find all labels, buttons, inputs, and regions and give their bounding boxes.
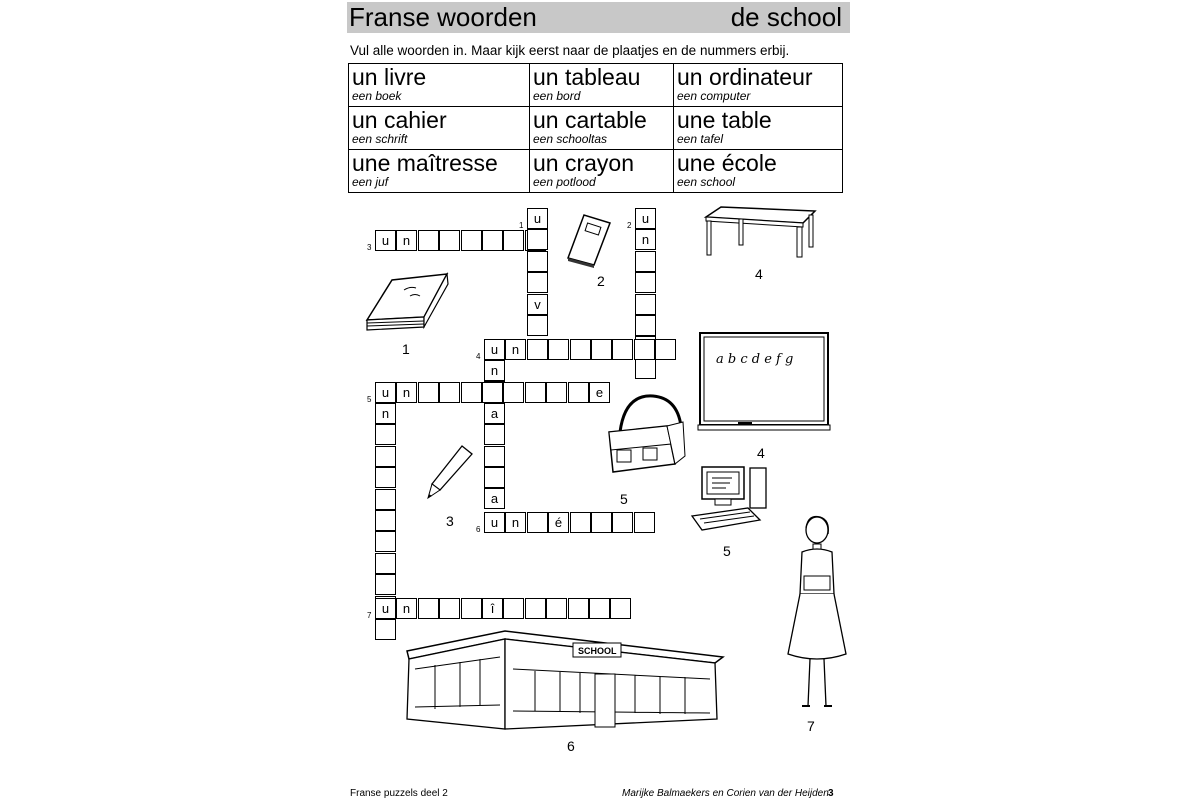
table-illustration bbox=[703, 205, 818, 260]
crossword-cell[interactable] bbox=[418, 598, 439, 619]
clue-number: 2 bbox=[627, 221, 632, 230]
dutch-word: een schrift bbox=[352, 132, 408, 146]
cell-letter: n bbox=[402, 233, 411, 248]
cell-letter: a bbox=[490, 491, 499, 506]
crossword-cell[interactable] bbox=[375, 553, 396, 574]
crossword-cell[interactable] bbox=[476, 512, 505, 534]
crossword-cell[interactable] bbox=[476, 339, 505, 361]
dutch-word: een school bbox=[677, 175, 736, 189]
crossword-cell[interactable] bbox=[548, 512, 569, 533]
board-letters: a b c d e f g bbox=[716, 352, 794, 367]
label-notebook: 2 bbox=[597, 273, 605, 289]
crossword-cell[interactable] bbox=[635, 315, 656, 336]
crossword-cell[interactable] bbox=[367, 598, 396, 620]
french-word: un cahier bbox=[352, 107, 447, 133]
crossword-cell[interactable] bbox=[396, 230, 417, 251]
crossword-cell[interactable] bbox=[610, 598, 631, 619]
french-word: un cartable bbox=[533, 107, 647, 133]
crossword-cell[interactable] bbox=[484, 467, 505, 488]
cell-letter: n bbox=[511, 342, 520, 357]
crossword-cell[interactable] bbox=[484, 360, 505, 381]
label-book: 1 bbox=[402, 341, 410, 357]
crossword-cell[interactable] bbox=[439, 598, 460, 619]
school-sign: SCHOOL bbox=[578, 646, 617, 656]
cell-letter: u bbox=[381, 233, 390, 248]
crossword-cell[interactable] bbox=[375, 467, 396, 488]
crossword-cell[interactable] bbox=[375, 446, 396, 467]
dutch-word: een juf bbox=[352, 175, 389, 189]
crossword-cell[interactable] bbox=[461, 230, 482, 251]
label-teacher: 7 bbox=[807, 718, 815, 734]
crossword-cell[interactable] bbox=[503, 382, 524, 403]
computer-illustration bbox=[690, 464, 775, 534]
crossword-cell[interactable] bbox=[503, 230, 524, 251]
clue-number: 7 bbox=[367, 611, 372, 620]
crossword-cell[interactable] bbox=[482, 230, 503, 251]
crossword-cell[interactable] bbox=[519, 208, 548, 230]
schoolbag-illustration bbox=[605, 392, 685, 480]
crossword-cell[interactable] bbox=[527, 251, 548, 272]
title-banner bbox=[347, 2, 850, 33]
footer-authors: Marijke Balmaekers en Corien van der Heijden bbox=[622, 788, 829, 799]
crossword-cell[interactable] bbox=[375, 489, 396, 510]
crossword-cell[interactable] bbox=[527, 512, 548, 533]
word-cell bbox=[349, 64, 530, 107]
crossword-cell[interactable] bbox=[439, 230, 460, 251]
crossword-cell[interactable] bbox=[482, 382, 503, 403]
board-illustration bbox=[698, 331, 830, 435]
crossword-cell[interactable] bbox=[591, 512, 612, 533]
clue-number: 3 bbox=[367, 243, 372, 252]
crossword-cell[interactable] bbox=[548, 339, 569, 360]
crossword-cell[interactable] bbox=[612, 339, 633, 360]
cell-letter: n bbox=[402, 385, 411, 400]
word-cell bbox=[349, 107, 530, 150]
word-cell bbox=[530, 64, 674, 107]
cell-letter: n bbox=[641, 232, 650, 247]
dutch-word: een bord bbox=[533, 89, 581, 103]
crossword-cell[interactable] bbox=[375, 619, 396, 640]
cell-letter: u bbox=[641, 211, 650, 226]
crossword-cell[interactable] bbox=[396, 382, 417, 403]
crossword-cell[interactable] bbox=[375, 424, 396, 445]
crossword-cell[interactable] bbox=[568, 382, 589, 403]
crossword-cell[interactable] bbox=[591, 339, 612, 360]
crossword-cell[interactable] bbox=[546, 382, 567, 403]
crossword-cell[interactable] bbox=[505, 339, 526, 360]
crossword-cell[interactable] bbox=[375, 403, 396, 424]
cell-letter: n bbox=[381, 406, 390, 421]
crossword-cell[interactable] bbox=[367, 230, 396, 252]
cell-letter: v bbox=[534, 297, 541, 312]
french-word: un tableau bbox=[533, 64, 641, 90]
crossword-cell[interactable] bbox=[635, 358, 656, 379]
french-word: un ordinateur bbox=[677, 64, 813, 90]
french-word: un livre bbox=[352, 64, 427, 90]
dutch-word: een boek bbox=[352, 89, 402, 103]
crossword-cell[interactable] bbox=[482, 598, 503, 619]
crossword-cell[interactable] bbox=[525, 598, 546, 619]
crossword-cell[interactable] bbox=[634, 339, 655, 360]
crossword-cell[interactable] bbox=[461, 382, 482, 403]
crossword-cell[interactable] bbox=[655, 339, 676, 360]
cell-letter: u bbox=[381, 601, 390, 616]
crossword-cell[interactable] bbox=[375, 510, 396, 531]
crossword-cell[interactable] bbox=[527, 339, 548, 360]
page-number: 3 bbox=[828, 788, 834, 799]
word-cell bbox=[674, 64, 843, 107]
word-cell bbox=[674, 150, 843, 193]
cell-letter: u bbox=[381, 385, 390, 400]
word-cell bbox=[674, 107, 843, 150]
crossword-cell[interactable] bbox=[627, 208, 656, 230]
label-school: 6 bbox=[567, 738, 575, 754]
word-cell bbox=[349, 150, 530, 193]
crossword-cell[interactable] bbox=[367, 382, 396, 404]
dutch-word: een potlood bbox=[533, 175, 596, 189]
crossword-cell[interactable] bbox=[570, 512, 591, 533]
crossword-cell[interactable] bbox=[484, 488, 505, 509]
cell-letter: î bbox=[490, 601, 495, 616]
french-word: une école bbox=[677, 150, 777, 176]
crossword-cell[interactable] bbox=[635, 272, 656, 293]
cell-letter: u bbox=[490, 342, 499, 357]
crossword-cell[interactable] bbox=[484, 424, 505, 445]
label-board: 4 bbox=[757, 445, 765, 461]
cell-letter: u bbox=[490, 515, 499, 530]
clue-number: 1 bbox=[519, 221, 524, 230]
crossword-cell[interactable] bbox=[484, 403, 505, 424]
word-table bbox=[348, 63, 843, 193]
crossword-cell[interactable] bbox=[612, 512, 633, 533]
cell-letter: n bbox=[490, 363, 499, 378]
crossword-cell[interactable] bbox=[418, 230, 439, 251]
notebook-illustration bbox=[564, 213, 614, 268]
crossword-cell[interactable] bbox=[461, 598, 482, 619]
cell-letter: a bbox=[490, 406, 499, 421]
crossword-cell[interactable] bbox=[570, 339, 591, 360]
word-cell bbox=[530, 150, 674, 193]
french-word: un crayon bbox=[533, 150, 635, 176]
crossword-cell[interactable] bbox=[503, 598, 524, 619]
clue-number: 6 bbox=[476, 525, 481, 534]
instruction-text: Vul alle woorden in. Maar kijk eerst naar de plaatjes en de nummers erbij. bbox=[350, 43, 790, 58]
crossword-cell[interactable] bbox=[527, 315, 548, 336]
label-schoolbag: 5 bbox=[620, 491, 628, 507]
dutch-word: een computer bbox=[677, 89, 751, 103]
label-computer: 5 bbox=[723, 543, 731, 559]
dutch-word: een tafel bbox=[677, 132, 724, 146]
french-word: une table bbox=[677, 107, 772, 133]
crossword-cell[interactable] bbox=[635, 229, 656, 250]
cell-letter: u bbox=[533, 211, 542, 226]
clue-number: 5 bbox=[367, 395, 372, 404]
crossword-cell[interactable] bbox=[527, 294, 548, 315]
crossword-cell[interactable] bbox=[418, 382, 439, 403]
crossword-cell[interactable] bbox=[375, 531, 396, 552]
label-pencil: 3 bbox=[446, 513, 454, 529]
crossword-cell[interactable] bbox=[589, 598, 610, 619]
crossword-cell[interactable] bbox=[505, 512, 526, 533]
cell-letter: n bbox=[511, 515, 520, 530]
cell-letter: é bbox=[554, 515, 563, 530]
crossword-cell[interactable] bbox=[635, 294, 656, 315]
pencil-illustration bbox=[424, 442, 479, 502]
crossword-cell[interactable] bbox=[635, 251, 656, 272]
crossword-cell[interactable] bbox=[634, 512, 655, 533]
crossword-cell[interactable] bbox=[568, 598, 589, 619]
label-table: 4 bbox=[755, 266, 763, 282]
crossword-cell[interactable] bbox=[484, 446, 505, 467]
page-topic: de school bbox=[730, 2, 842, 32]
book-illustration bbox=[362, 272, 452, 342]
footer-left: Franse puzzels deel 2 bbox=[350, 788, 448, 799]
teacher-illustration bbox=[780, 514, 850, 714]
school-illustration bbox=[405, 629, 723, 731]
crossword-cell[interactable] bbox=[439, 382, 460, 403]
crossword-cell[interactable] bbox=[375, 574, 396, 595]
clue-number: 4 bbox=[476, 352, 481, 361]
crossword-cell[interactable] bbox=[525, 382, 546, 403]
page-title: Franse woorden bbox=[349, 2, 537, 32]
word-cell bbox=[530, 107, 674, 150]
french-word: une maîtresse bbox=[352, 150, 498, 176]
crossword-cell[interactable] bbox=[396, 598, 417, 619]
crossword-cell[interactable] bbox=[546, 598, 567, 619]
dutch-word: een schooltas bbox=[533, 132, 608, 146]
cell-letter: e bbox=[595, 385, 604, 400]
crossword-cell[interactable] bbox=[527, 229, 548, 250]
cell-letter: n bbox=[402, 601, 411, 616]
crossword-cell[interactable] bbox=[527, 272, 548, 293]
